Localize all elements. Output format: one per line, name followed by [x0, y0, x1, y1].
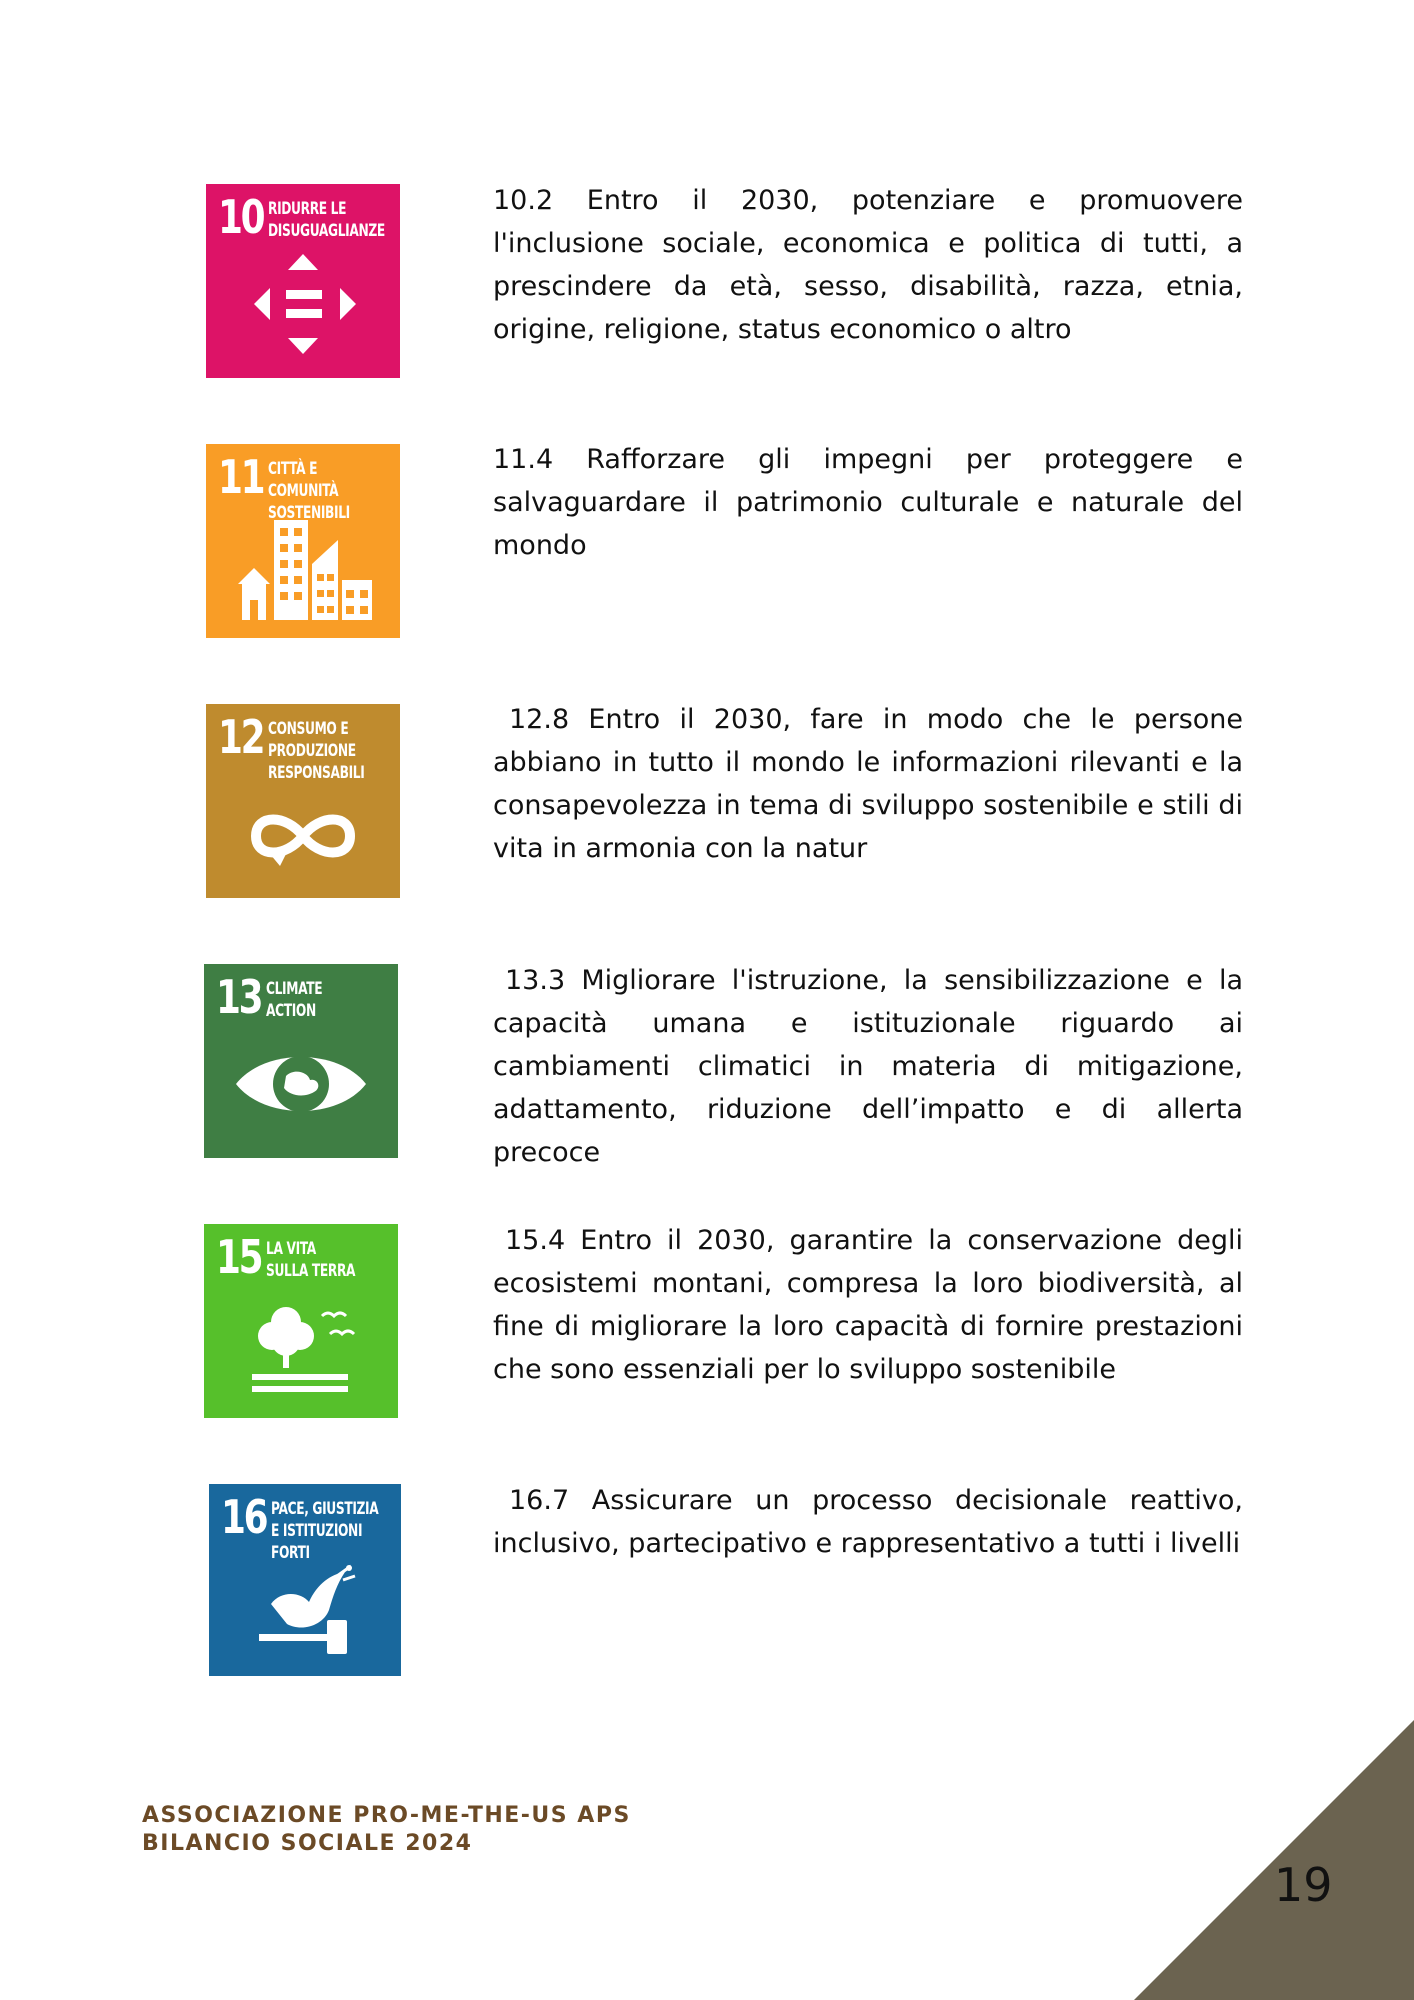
- sdg-title: CLIMATE ACTION: [266, 979, 323, 1021]
- footer-report-title: BILANCIO SOCIALE 2024: [142, 1831, 473, 1856]
- sdg-tile-10: [206, 184, 400, 378]
- target-12-8: 12.8 Entro il 2030, fare in modo che le persone abbiano in tutto il mondo le informazioni rilevanti e la consapevolezza in tema di sviluppo sostenibile e stili di vita in armonia con la natur: [493, 704, 1243, 864]
- page-number: 19: [1274, 1858, 1333, 1912]
- footer: [142, 1802, 631, 1858]
- sdg-title: CONSUMO E PRODUZIONE RESPONSABILI: [268, 719, 365, 783]
- footer-organization: ASSOCIAZIONE PRO-ME-THE-US APS: [142, 1803, 631, 1828]
- sdg-title: CITTÀ E COMUNITÀ SOSTENIBILI: [268, 459, 350, 523]
- sdg-number: 11: [218, 450, 264, 504]
- sdg-number: 16: [221, 1490, 267, 1544]
- sdg-title: PACE, GIUSTIZIA E ISTITUZIONI FORTI: [271, 1499, 379, 1563]
- sdg-number: 13: [216, 970, 262, 1024]
- sdg-number: 10: [218, 190, 264, 244]
- sdg-tile-15: [204, 1224, 398, 1418]
- target-10-2: 10.2 Entro il 2030, potenziare e promuovere l'inclusione sociale, economica e politica di tutti, a prescindere da età, sesso, disabilità, razza, etnia, origine, religione, status economico o altro: [493, 185, 1243, 345]
- target-13-3: 13.3 Migliorare l'istruzione, la sensibilizzazione e la capacità umana e istituzionale riguardo ai cambiamenti climatici in materia di mitigazione, adattamento, riduzione dell’impatto e di allerta precoce: [493, 965, 1243, 1168]
- sdg-title: RIDURRE LE DISUGUAGLIANZE: [268, 199, 385, 241]
- target-16-7: 16.7 Assicurare un processo decisionale reattivo, inclusivo, partecipativo e rappresentativo a tutti i livelli: [493, 1485, 1243, 1559]
- sdg-tile-16: [209, 1484, 401, 1676]
- sdg-tile-11: [206, 444, 400, 638]
- sdg-number: 12: [218, 710, 264, 764]
- sdg-tile-13: [204, 964, 398, 1158]
- sdg-tile-12: [206, 704, 400, 898]
- sdg-title: LA VITA SULLA TERRA: [266, 1239, 356, 1281]
- target-11-4: 11.4 Rafforzare gli impegni per proteggere e salvaguardare il patrimonio culturale e naturale del mondo: [493, 444, 1243, 561]
- target-15-4: 15.4 Entro il 2030, garantire la conservazione degli ecosistemi montani, compresa la loro biodiversità, al fine di migliorare la loro capacità di fornire prestazioni che sono essenziali per lo sviluppo sostenibile: [493, 1225, 1243, 1385]
- sdg-number: 15: [216, 1230, 262, 1284]
